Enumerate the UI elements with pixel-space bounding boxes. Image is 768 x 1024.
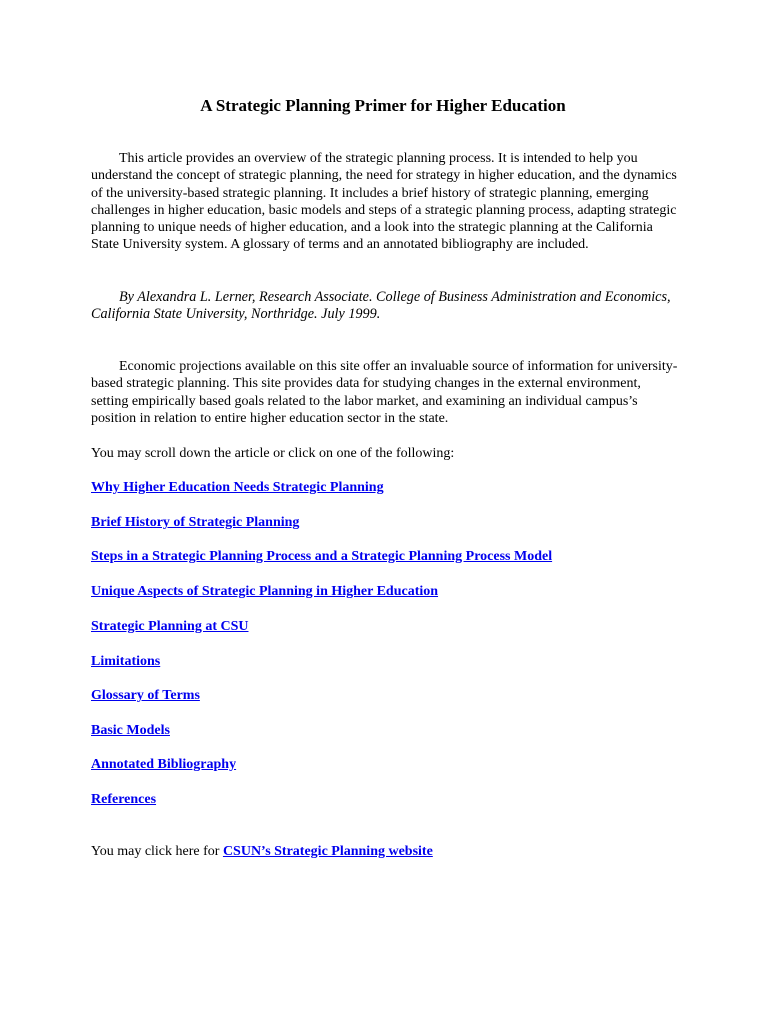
author-byline: By Alexandra L. Lerner, Research Associate. College of Business Administration and Economics, California State University, Northridge. July 1999. xyxy=(91,289,671,323)
link-brief-history[interactable]: Brief History of Strategic Planning xyxy=(91,515,300,530)
economic-projections-paragraph: Economic projections available on this site offer an invaluable source of information for university-based strategic planning. This site provides data for studying changes in the external environment, setting empirically based goals related to the labor market, and examining an individual campus’s position in relation to entire higher education sector in the state. xyxy=(91,359,678,426)
link-steps-process-model[interactable]: Steps in a Strategic Planning Process and a Strategic Planning Process Model xyxy=(91,549,553,564)
link-planning-at-csu[interactable]: Strategic Planning at CSU xyxy=(91,619,249,634)
link-why-higher-education[interactable]: Why Higher Education Needs Strategic Planning xyxy=(91,480,384,495)
link-limitations[interactable]: Limitations xyxy=(91,654,161,669)
link-unique-aspects[interactable]: Unique Aspects of Strategic Planning in Higher Education xyxy=(91,584,439,599)
document-title: A Strategic Planning Primer for Higher Education xyxy=(200,96,566,115)
scroll-instruction: You may scroll down the article or click on one of the following: xyxy=(91,446,455,461)
link-glossary[interactable]: Glossary of Terms xyxy=(91,688,200,703)
abstract-paragraph: This article provides an overview of the strategic planning process. It is intended to help you understand the concept of strategic planning, the need for strategy in higher education, and the dynamics of the university-based strategic planning. It includes a brief history of strategic planning, emerging challenges in higher education, basic models and steps of a strategic planning process, adapting strategic planning to unique needs of higher education, and a look into the strategic planning at the California State University system. A glossary of terms and an annotated bibliography are included. xyxy=(91,151,677,253)
link-references[interactable]: References xyxy=(91,792,157,807)
footer-line xyxy=(91,843,433,860)
link-annotated-bibliography[interactable]: Annotated Bibliography xyxy=(91,757,237,772)
footer-prefix: You may click here for xyxy=(91,844,223,859)
link-basic-models[interactable]: Basic Models xyxy=(91,723,170,738)
link-csun-planning-website[interactable]: CSUN’s Strategic Planning website xyxy=(222,844,433,859)
